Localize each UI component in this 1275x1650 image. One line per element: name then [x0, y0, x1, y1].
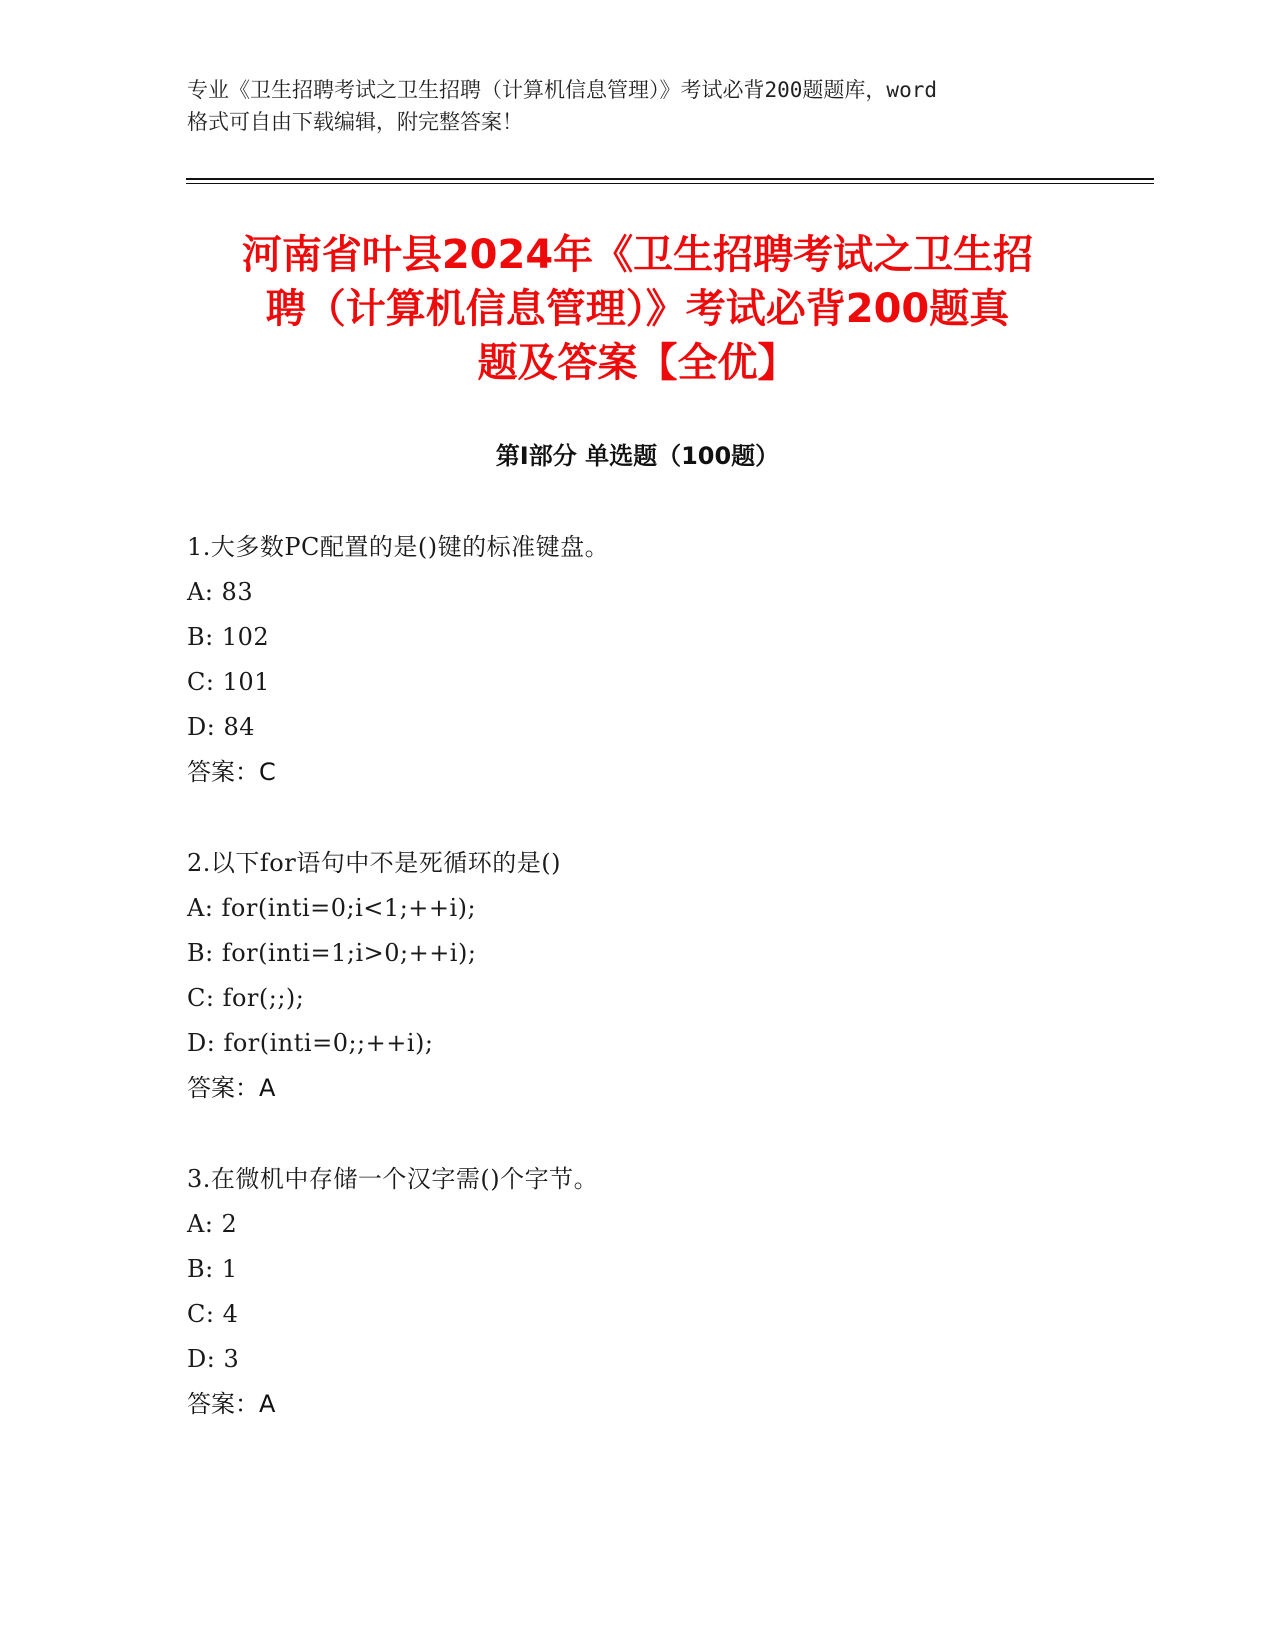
header-note-line-2: 格式可自由下载编辑，附完整答案！ — [187, 110, 523, 134]
option-a: A: 83 — [187, 578, 254, 606]
question-stem: 3.在微机中存储一个汉字需()个字节。 — [187, 1165, 599, 1193]
question-stem: 2.以下for语句中不是死循环的是() — [187, 849, 561, 877]
option-c: C: 4 — [187, 1300, 239, 1328]
document-title-line-3: 题及答案【全优】 — [477, 340, 798, 386]
document-title-line-2: 聘（计算机信息管理）》考试必背200题真 — [265, 286, 1010, 332]
question-stem: 1.大多数PC配置的是()键的标准键盘。 — [187, 533, 610, 561]
question-1 — [187, 525, 1107, 795]
option-b: B: 1 — [187, 1255, 238, 1283]
option-d: D: 3 — [187, 1345, 240, 1373]
option-d: D: 84 — [187, 713, 255, 741]
option-a: A: for(inti=0;i<1;++i); — [187, 894, 477, 922]
header-divider-thick — [186, 178, 1154, 180]
option-b: B: for(inti=1;i>0;++i); — [187, 939, 477, 967]
answer: 答案：A — [187, 1074, 276, 1102]
answer: 答案：C — [187, 758, 276, 786]
header-note-line-1: 专业《卫生招聘考试之卫生招聘（计算机信息管理）》考试必背200题题库，word — [187, 78, 937, 102]
option-c: C: for(;;); — [187, 984, 305, 1012]
option-a: A: 2 — [187, 1210, 238, 1238]
option-c: C: 101 — [187, 668, 270, 696]
document-title — [170, 228, 1105, 390]
option-d: D: for(inti=0;;++i); — [187, 1029, 434, 1057]
option-b: B: 102 — [187, 623, 270, 651]
section-title: 第Ⅰ部分 单选题（100题） — [495, 442, 780, 470]
header-note — [187, 74, 1087, 138]
answer: 答案：A — [187, 1390, 276, 1418]
question-2 — [187, 841, 1107, 1111]
header-divider-thin — [186, 183, 1154, 184]
question-list — [187, 525, 1107, 1473]
question-3 — [187, 1157, 1107, 1427]
document-title-line-1: 河南省叶县2024年《卫生招聘考试之卫生招 — [241, 232, 1034, 278]
